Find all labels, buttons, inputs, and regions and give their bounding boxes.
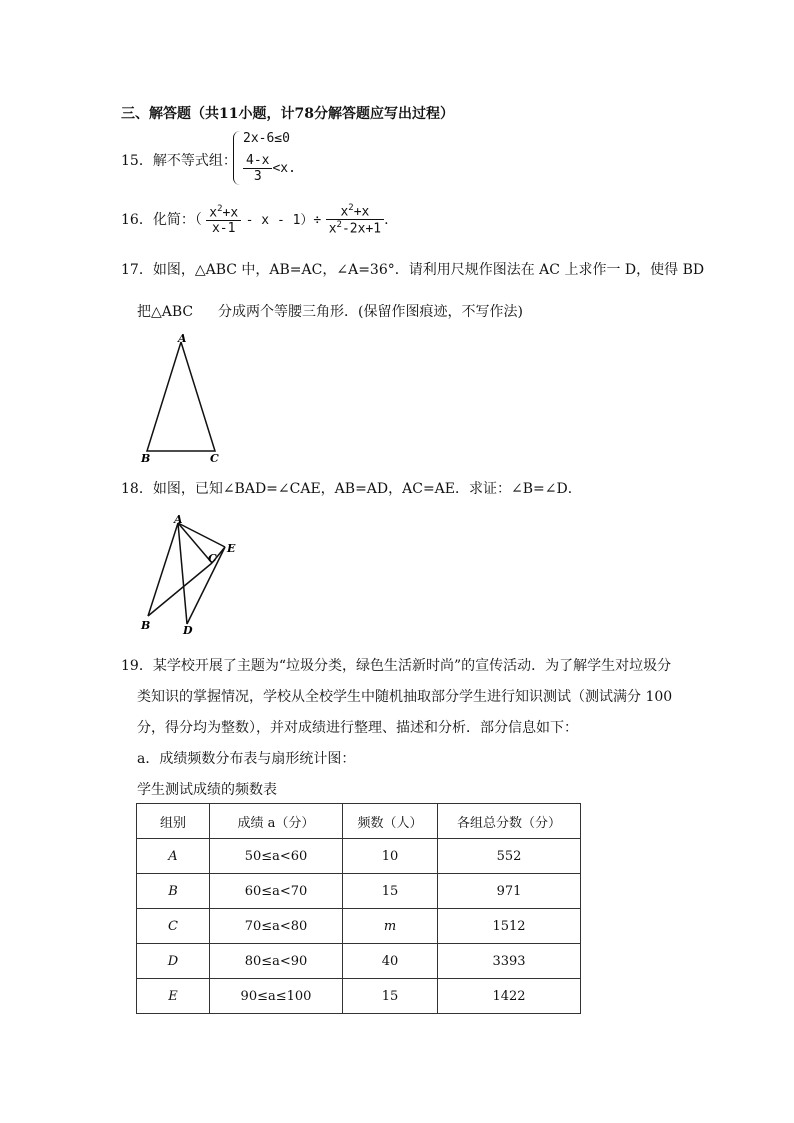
- header-total-score: 各组总分数（分）: [438, 804, 581, 839]
- triangle-abc-figure: [135, 330, 235, 465]
- cell-group: A: [137, 839, 210, 874]
- q16-f1-num-exp: 2: [217, 203, 223, 214]
- table-header-row: [137, 804, 581, 839]
- q19-line1: 19．某学校开展了主题为“垃圾分类，绿色生活新时尚”的宣传活动．为了解学生对垃圾分: [121, 658, 672, 674]
- label-c: C: [210, 452, 219, 465]
- cell-frequency: 40: [343, 944, 438, 979]
- q15-prefix: 15．解不等式组：: [121, 153, 237, 169]
- label-d: D: [183, 624, 193, 637]
- segment-ac: [178, 523, 212, 563]
- table-row: [137, 979, 581, 1014]
- cell-total: 3393: [438, 944, 581, 979]
- q15-line2: [243, 153, 296, 184]
- q17-line2a: 把△ABC: [137, 304, 194, 320]
- q15-frac-num: 4-x: [243, 153, 272, 169]
- table-row: [137, 839, 581, 874]
- q16-f2-num-exp: 2: [348, 203, 354, 213]
- cell-group: D: [137, 944, 210, 979]
- q16-f1-num-base: x: [209, 204, 218, 220]
- q18-line1: 18．如图，已知∠BAD=∠CAE，AB=AD，AC=AE．求证：∠B=∠D．: [121, 481, 582, 497]
- cell-score: 70≤a<80: [210, 909, 343, 944]
- cell-group: E: [137, 979, 210, 1014]
- q16-end: .: [384, 211, 389, 228]
- q19-line3: 分，得分均为整数），并对成绩进行整理、描述和分析．部分信息如下：: [137, 720, 578, 736]
- q16-f2-num-rest: +x: [353, 204, 370, 220]
- segment-ae: [178, 523, 225, 547]
- section-heading: 三、解答题（共11小题，计78分解答题应写出过程）: [121, 106, 454, 122]
- segment-bc: [148, 563, 212, 616]
- segment-ab: [148, 523, 178, 616]
- q19-line2: 类知识的掌握情况，学校从全校学生中随机抽取部分学生进行知识测试（测试满分 100: [137, 689, 673, 705]
- cell-frequency: 15: [343, 874, 438, 909]
- cell-score: 90≤a≤100: [210, 979, 343, 1014]
- cell-group: C: [137, 909, 210, 944]
- segment-de: [187, 547, 225, 624]
- cell-frequency: m: [343, 909, 438, 944]
- q15-line2-rest: <x: [272, 161, 289, 176]
- cell-total: 1422: [438, 979, 581, 1014]
- q16-fraction-1: [206, 204, 241, 236]
- cell-frequency: 15: [343, 979, 438, 1014]
- header-group: 组别: [137, 804, 210, 839]
- header-frequency: 频数（人）: [343, 804, 438, 839]
- q16-f1-num-rest: +x: [222, 204, 239, 220]
- cell-total: 552: [438, 839, 581, 874]
- q16-f2-den-exp: 2: [336, 220, 342, 231]
- label-a: A: [178, 332, 187, 345]
- table-row: [137, 909, 581, 944]
- table-row: [137, 944, 581, 979]
- cell-score: 80≤a<90: [210, 944, 343, 979]
- label-b: B: [141, 452, 151, 465]
- q16-f2-den-base: x: [328, 221, 337, 237]
- q16-mid: - x - 1）÷: [245, 212, 322, 228]
- triangle-abc: [147, 342, 215, 451]
- cell-score: 50≤a<60: [210, 839, 343, 874]
- table-row: [137, 874, 581, 909]
- label-a: A: [174, 513, 183, 526]
- q16-expression: [121, 203, 389, 237]
- q15-frac-den: 3: [253, 169, 262, 184]
- cell-group: B: [137, 874, 210, 909]
- label-b: B: [141, 619, 151, 632]
- header-score: 成绩 a（分）: [210, 804, 343, 839]
- q16-fraction-2: [326, 203, 384, 237]
- label-c: C: [208, 552, 217, 565]
- q16-f1-den: x-1: [211, 220, 236, 236]
- cell-total: 1512: [438, 909, 581, 944]
- q19-line4: a．成绩频数分布表与扇形统计图：: [137, 751, 356, 767]
- label-e: E: [227, 542, 236, 555]
- q15-line1: 2x-6≤0: [243, 131, 290, 146]
- q16-f2-den-rest: -2x+1: [341, 221, 382, 237]
- q15-end: .: [288, 161, 296, 176]
- cell-score: 60≤a<70: [210, 874, 343, 909]
- cell-frequency: 10: [343, 839, 438, 874]
- segment-ad: [178, 523, 187, 624]
- cell-total: 971: [438, 874, 581, 909]
- q17-line1: 17．如图，△ABC 中，AB=AC，∠A=36°．请利用尺规作图法在 AC 上求作一 D，使得 BD: [121, 262, 705, 278]
- q16-prefix: 16．化简：（: [121, 211, 202, 228]
- table-title: 学生测试成绩的频数表: [137, 782, 277, 798]
- q16-f2-num-base: x: [340, 204, 349, 220]
- q15-fraction: [243, 153, 272, 184]
- frequency-table: [136, 803, 581, 1014]
- q17-line2b: 分成两个等腰三角形．(保留作图痕迹，不写作法): [218, 304, 523, 320]
- inequality-brace: [233, 131, 240, 185]
- quadrilateral-figure: [135, 510, 245, 640]
